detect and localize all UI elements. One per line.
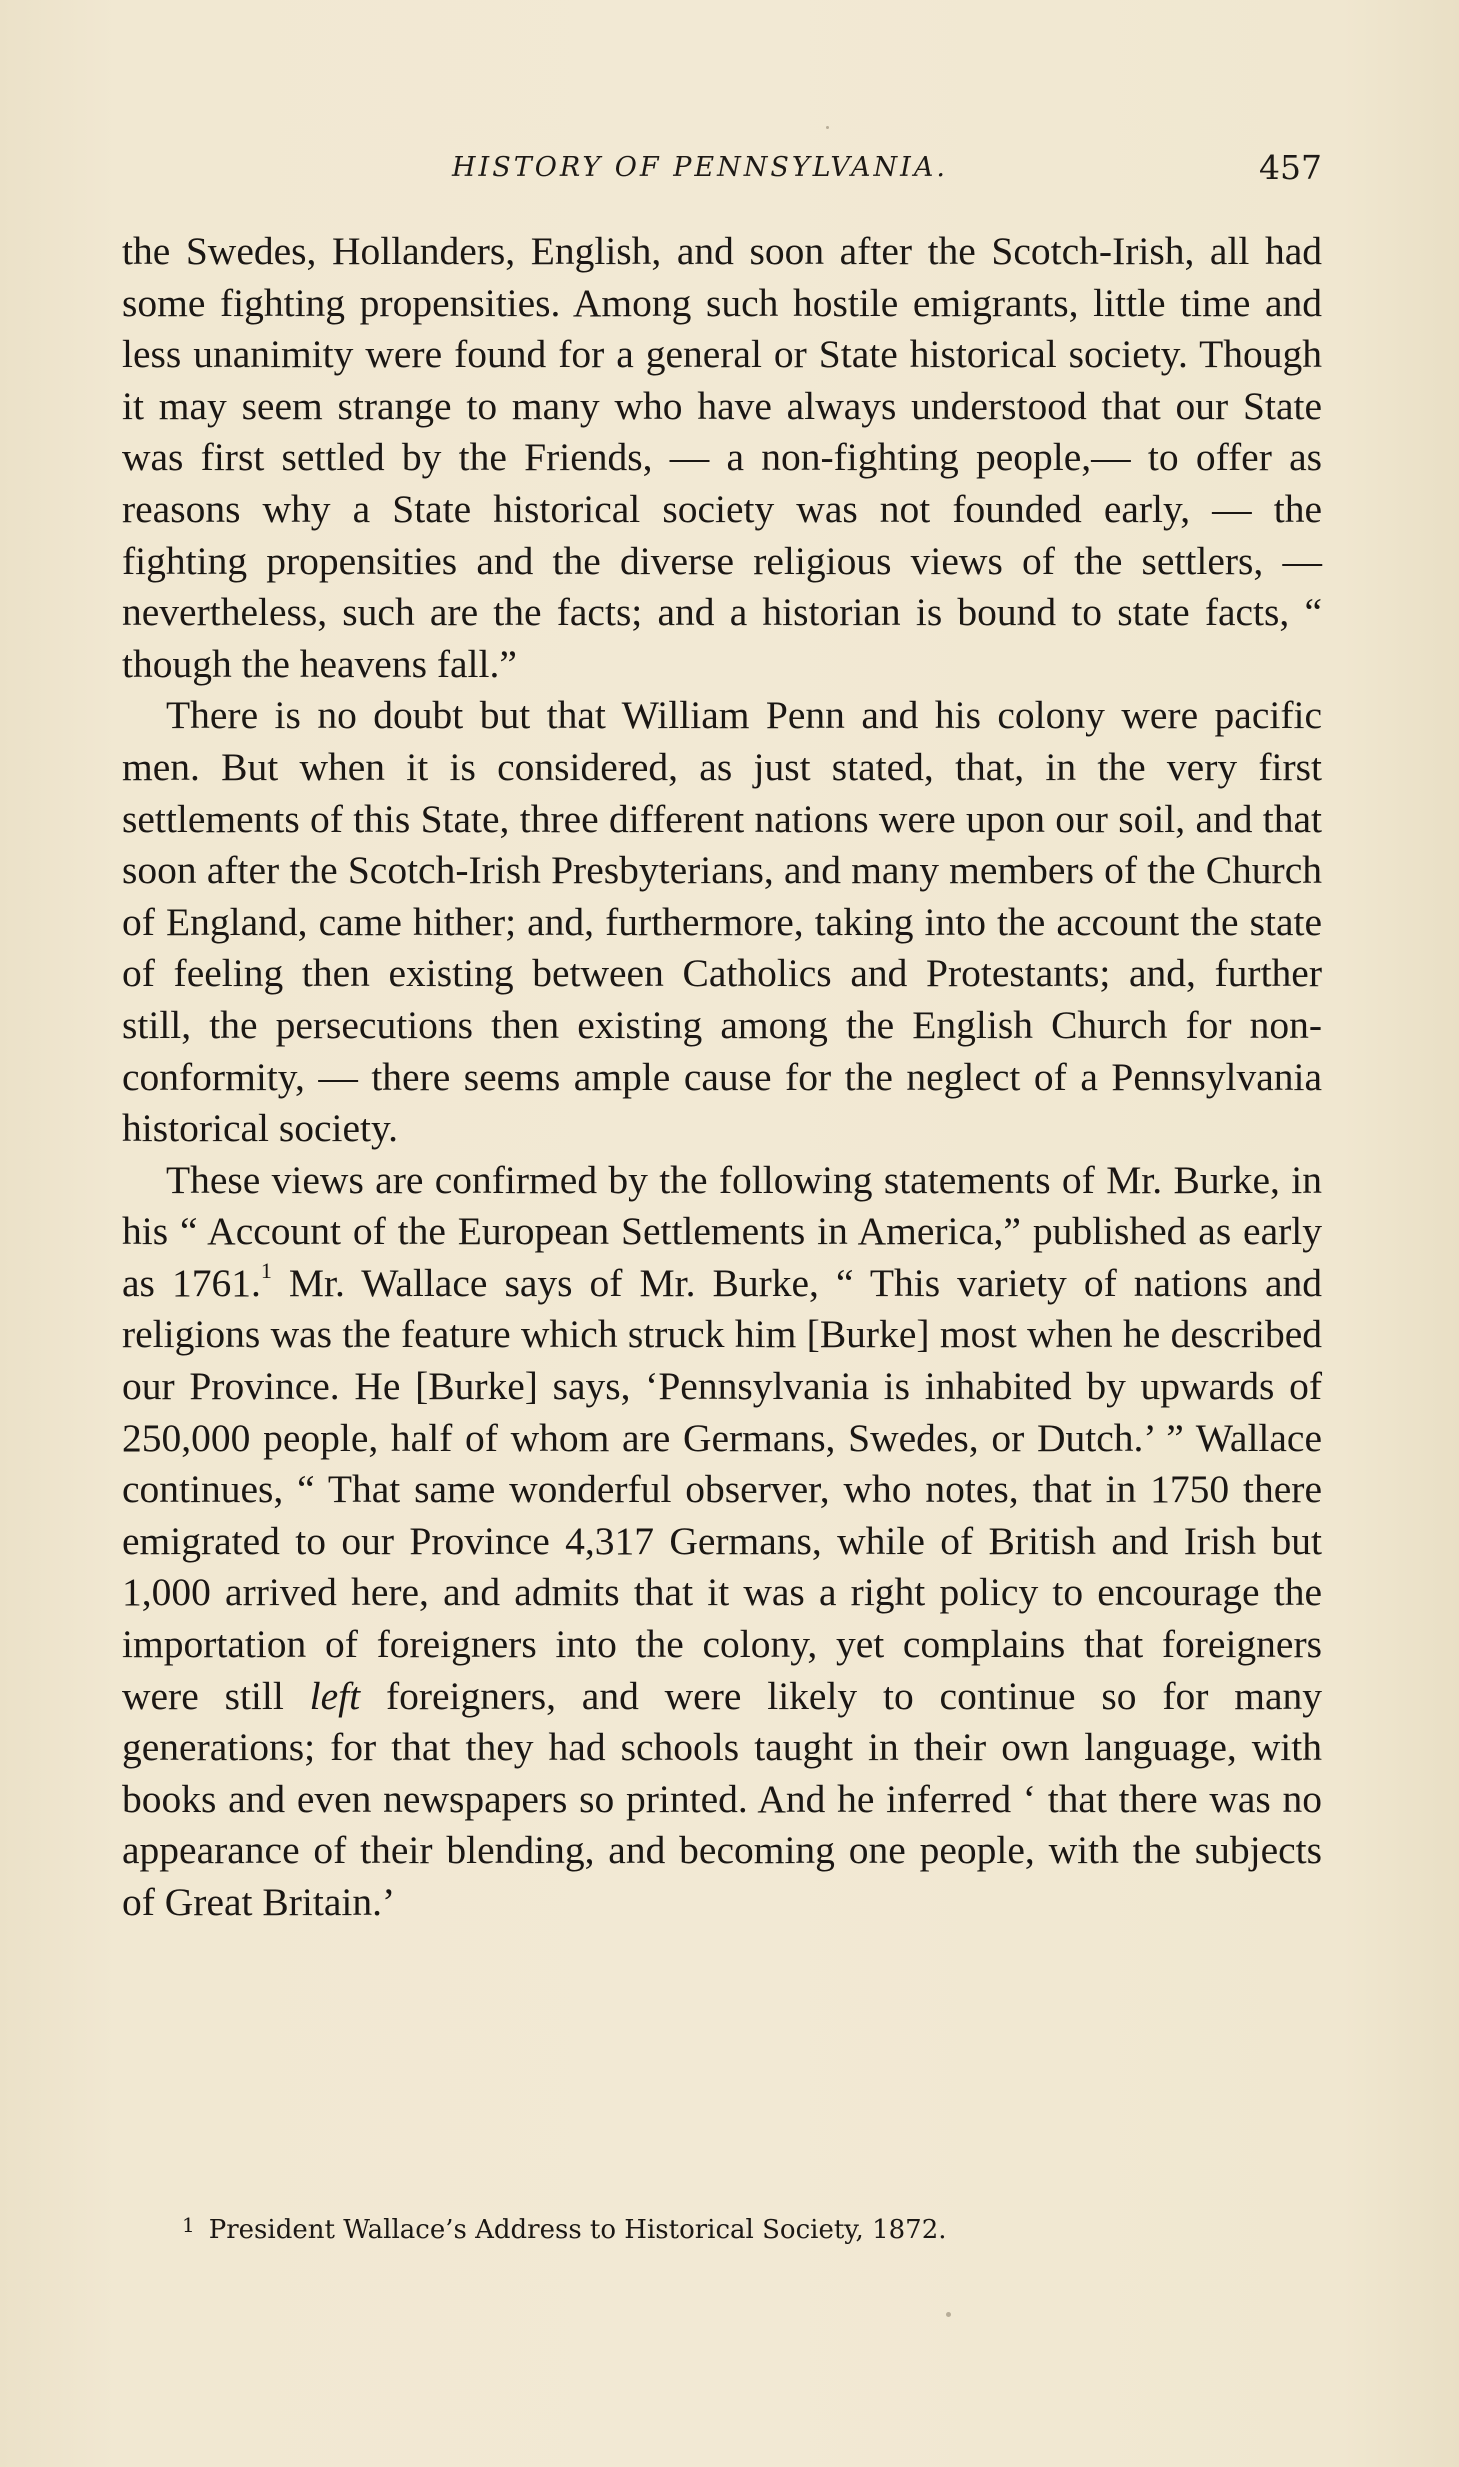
footnote [182,2210,1282,2251]
paragraph-3-part-2: Mr. Wallace says of Mr. Burke, “ This variety of nations and religions was the feature which struck him [Burke] most when he described our Province. He [Burke] says, ‘Pennsylvania is inhabited by upwards of 250,000 people, half of whom are Germans, Swedes, or Dutch.’ ” Wallace continues, “ That same wonderful observer, who notes, that in 1750 there emigrated to our Province 4,317 Germans, while of British and Irish but 1,000 arrived here, and admits that it was a right policy to encourage the importation of foreigners into the colony, yet complains that foreigners were still [122,1260,1323,1718]
paragraph-3 [122,1155,1322,1929]
body-text [122,226,1322,1929]
running-title: HISTORY OF PENNSYLVANIA. [452,152,948,183]
footnote-text: President Wallace’s Address to Historical Society, 1872. [208,2215,947,2245]
paragraph-3-part-1: These views are confirmed by the following statements of Mr. Burke, in his “ Account of the European Settlements in America,” published as early as 1761. [122,1157,1322,1305]
paragraph-3-part-3: foreigners, and were likely to continue so for many generations; for that they had schools taught in their own language, with books and even newspapers so printed. And he inferred ‘ that there was no appearance of their blending, and becoming one people, with the subjects of Great Britain.’ [122,1673,1322,1924]
paragraph-1: the Swedes, Hollanders, English, and soon after the Scotch-Irish, all had some fighting propensities. Among such hostile emigrants, little time and less unanimity were found for a general or State historical society. Though it may seem strange to many who have always understood that our State was first settled by the Friends, — a non-fighting people,— to offer as reasons why a State historical society was not founded early, — the fighting propensities and the diverse religious views of the settlers, — nevertheless, such are the facts; and a historian is bound to state facts, “ though the heavens fall.” [122,229,1322,686]
paper-speck [826,126,829,129]
paragraph-2: There is no doubt but that William Penn and his colony were pacific men. But when it is considered, as just stated, that, in the very first settlements of this State, three different nations were upon our soil, and that soon after the Scotch-Irish Presbyterians, and many members of the Church of England, came hither; and, furthermore, taking into the account the state of feeling then existing between Catholics and Protestants; and, further still, the persecutions then existing among the English Church for non-conformity, — there seems ample cause for the neglect of a Pennsylvania historical society. [122,693,1322,1151]
emphasized-word: left [309,1673,361,1718]
footnote-marker: 1 [182,2213,195,2237]
paper-speck [946,2312,951,2317]
page-number: 457 [1259,148,1322,187]
footnote-reference: 1 [260,1257,272,1283]
running-head [122,146,1322,196]
